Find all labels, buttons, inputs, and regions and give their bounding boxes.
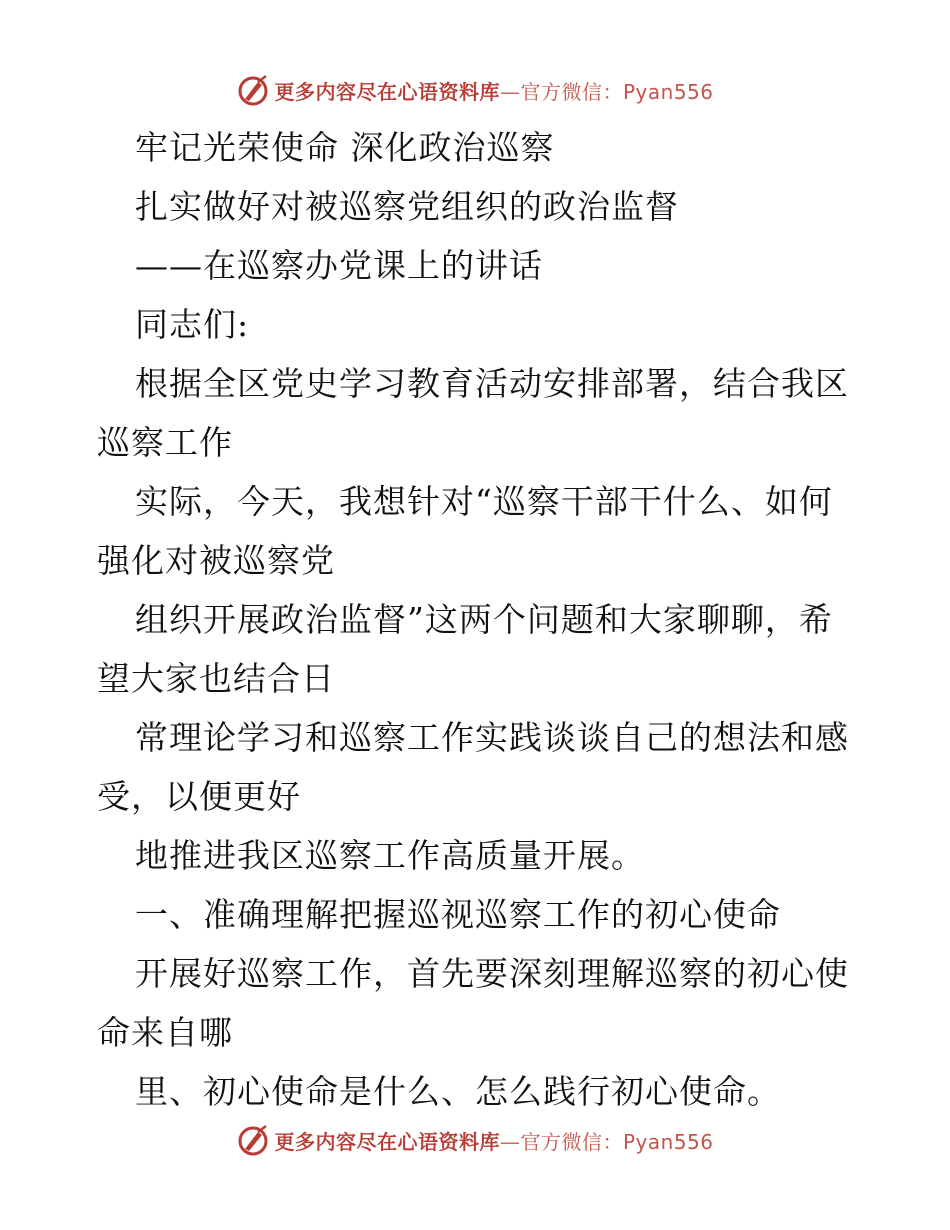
watermark-text: 更多内容尽在心语资料库—官方微信：Pyan556	[274, 1129, 714, 1154]
paragraph-line: 实际，今天，我想针对“巡察干部干什么、如何	[135, 482, 833, 521]
footer-watermark	[0, 1118, 950, 1162]
paragraph-line: 常理论学习和巡察工作实践谈谈自己的想法和感	[135, 718, 849, 757]
header-watermark	[0, 68, 950, 112]
paragraph-line: 开展好巡察工作，首先要深刻理解巡察的初心使	[135, 954, 849, 993]
section-heading: 一、准确理解把握巡视巡察工作的初心使命	[135, 895, 781, 934]
salutation: 同志们:	[135, 305, 250, 344]
paragraph-line: 根据全区党史学习教育活动安排部署，结合我区	[135, 364, 849, 403]
paragraph-line: 望大家也结合日	[97, 659, 335, 698]
watermark-text: 更多内容尽在心语资料库—官方微信：Pyan556	[274, 79, 714, 104]
paragraph-line: 组织开展政治监督”这两个问题和大家聊聊，希	[135, 600, 833, 639]
doc-byline: ——在巡察办党课上的讲话	[135, 246, 543, 285]
quill-logo-icon	[236, 73, 270, 107]
paragraph-line: 里、初心使命是什么、怎么践行初心使命。	[135, 1072, 781, 1111]
doc-subtitle: 扎实做好对被巡察党组织的政治监督	[135, 187, 679, 226]
doc-title: 牢记光荣使命 深化政治巡察	[135, 128, 555, 167]
paragraph-line: 地推进我区巡察工作高质量开展。	[135, 836, 645, 875]
paragraph-line: 强化对被巡察党	[97, 541, 335, 580]
paragraph-line: 受，以便更好	[97, 777, 301, 816]
paragraph-line: 巡察工作	[97, 423, 233, 462]
paragraph-line: 命来自哪	[97, 1013, 233, 1052]
quill-logo-icon	[236, 1123, 270, 1157]
document-body	[97, 118, 857, 1121]
